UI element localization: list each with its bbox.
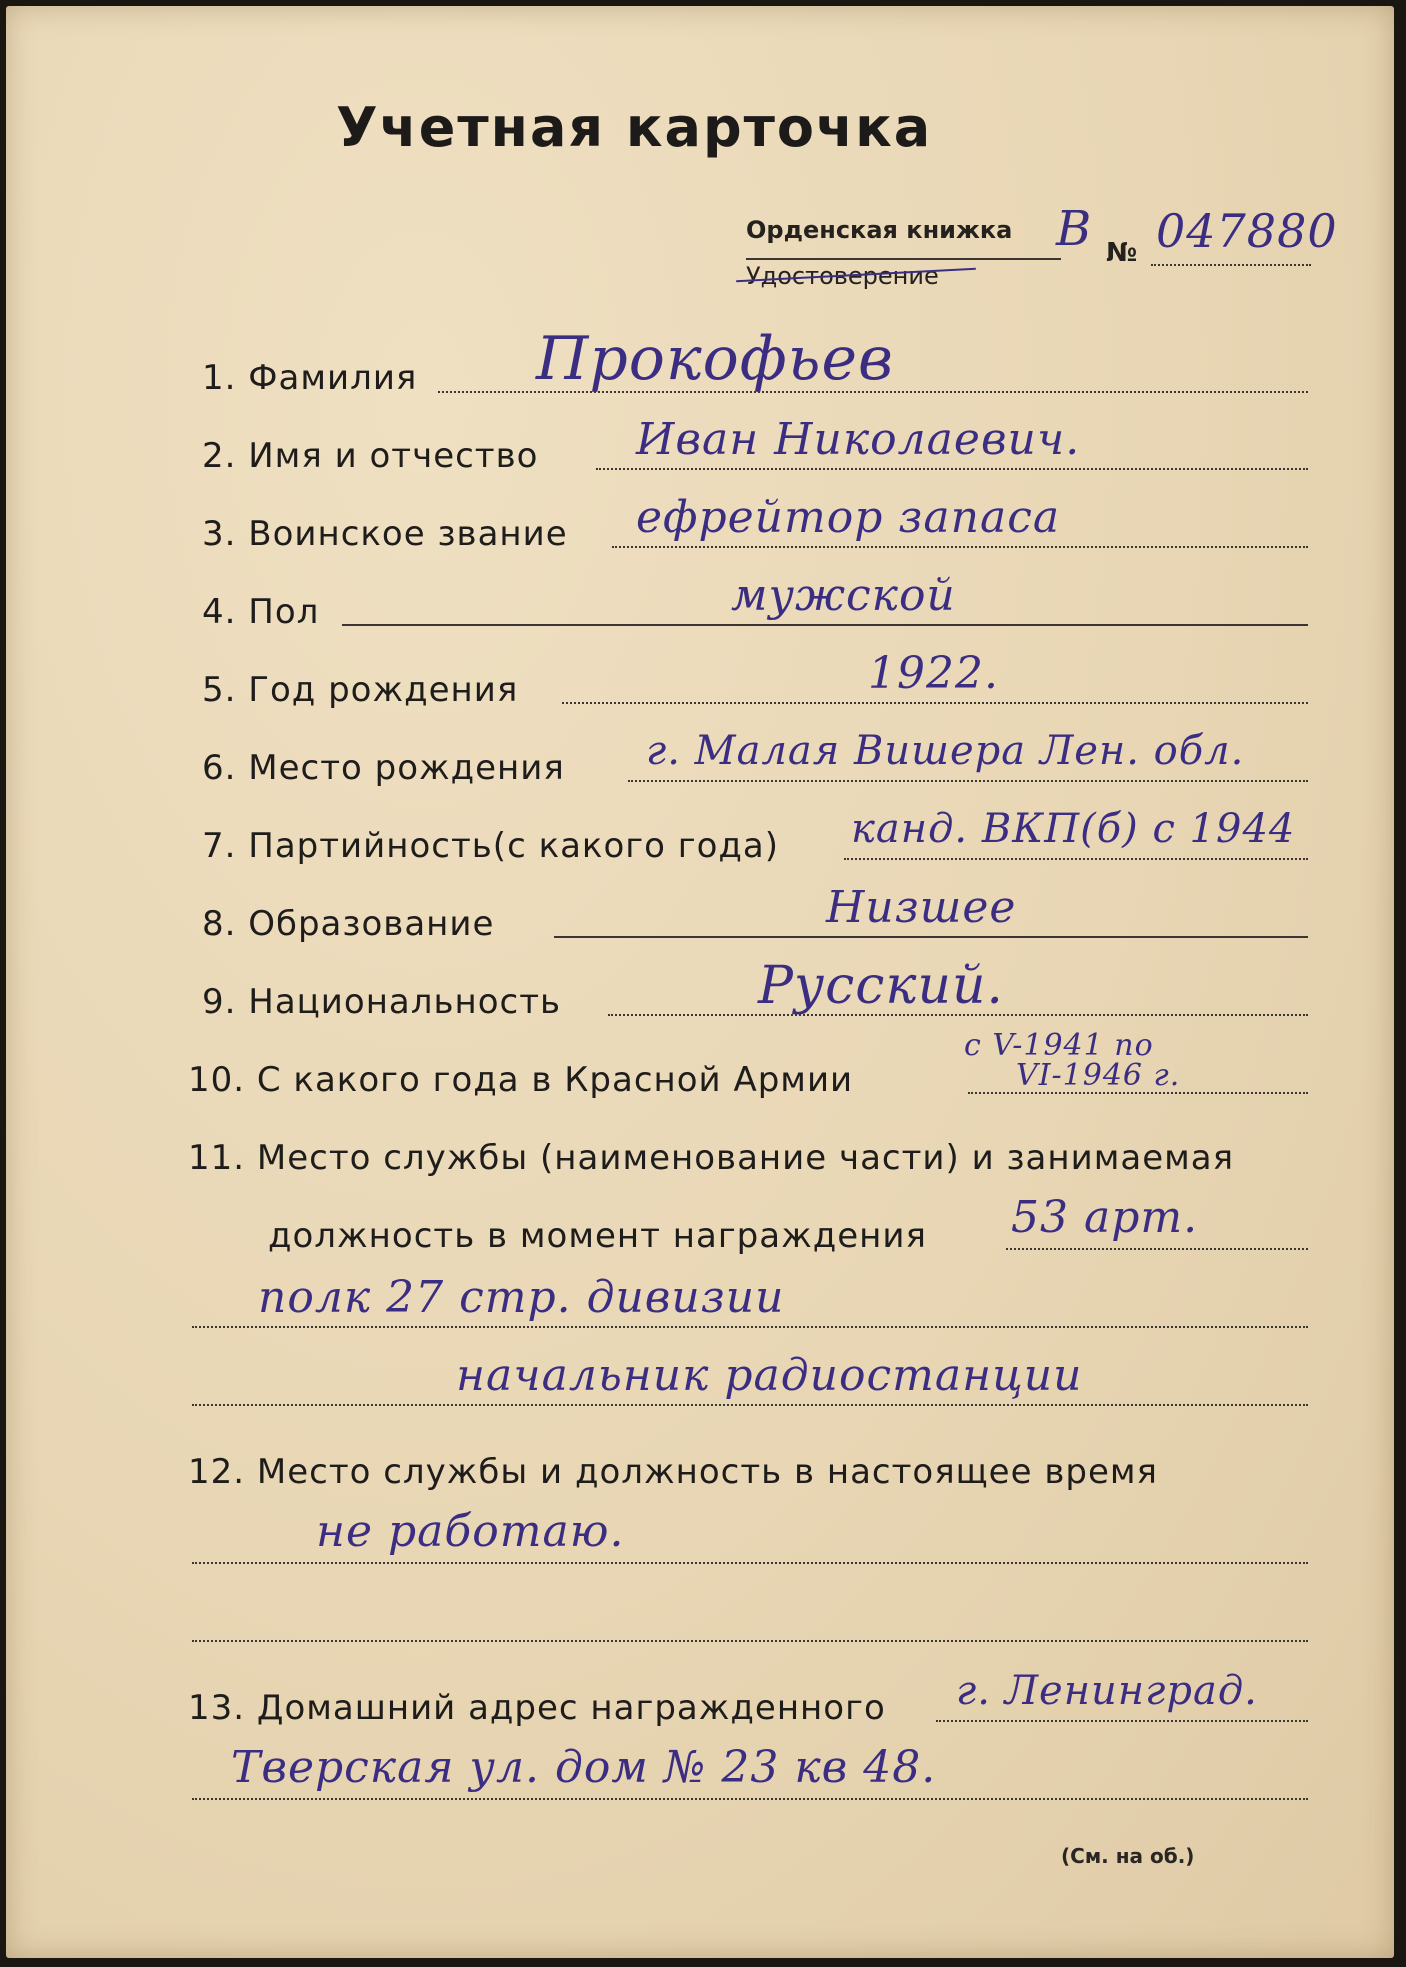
order-book-label: Орденская книжка xyxy=(746,216,1013,244)
field-surname-value: Прокофьев xyxy=(536,324,894,394)
field-party-label: 7. Партийность(с какого года) xyxy=(202,826,780,866)
field-birth-year-label: 5. Год рождения xyxy=(202,670,519,710)
field-name-value: Иван Николаевич. xyxy=(636,414,1081,465)
field-surname-label: 1. Фамилия xyxy=(202,358,418,398)
field-current-position-value: не работаю. xyxy=(316,1506,625,1557)
field-education-label: 8. Образование xyxy=(202,904,495,944)
field-service-place-line-3 xyxy=(192,1404,1308,1406)
field-current-position-label: 12. Место службы и должность в настоящее время xyxy=(188,1452,1158,1492)
field-current-position-line-2 xyxy=(192,1640,1308,1642)
field-sex-label: 4. Пол xyxy=(202,592,320,632)
order-book-underline xyxy=(746,258,1061,260)
field-service-place-value-1: 53 арт. xyxy=(1011,1192,1199,1243)
field-education-value: Низшее xyxy=(826,882,1017,933)
footer-note: (См. на об.) xyxy=(1061,1844,1195,1868)
field-birthplace-label: 6. Место рождения xyxy=(202,748,565,788)
field-service-place-value-3: начальник радиостанции xyxy=(456,1350,1083,1401)
field-nationality-value: Русский. xyxy=(758,956,1004,1016)
number-handwritten: 047880 xyxy=(1156,204,1338,258)
field-home-address-value-1: г. Ленинград. xyxy=(956,1668,1258,1714)
number-underline xyxy=(1151,264,1311,266)
field-birth-year-line xyxy=(562,702,1308,704)
field-home-address-label: 13. Домашний адрес награжденного xyxy=(188,1688,886,1728)
field-rank-value: ефрейтор запаса xyxy=(636,492,1061,543)
field-education-line xyxy=(554,936,1308,938)
field-home-address-line-1 xyxy=(936,1720,1308,1722)
certificate-label: Удостоверение xyxy=(746,262,939,290)
field-army-since-label: 10. С какого года в Красной Армии xyxy=(188,1060,854,1100)
field-army-since-value-2: VI-1946 г. xyxy=(1016,1058,1181,1093)
field-name-line xyxy=(596,468,1308,470)
field-rank-label: 3. Воинское звание xyxy=(202,514,568,554)
field-name-label: 2. Имя и отчество xyxy=(202,436,539,476)
field-service-place-line-1 xyxy=(1006,1248,1308,1250)
series-handwritten: В xyxy=(1056,201,1093,257)
card-title: Учетная карточка xyxy=(336,96,933,159)
registration-card xyxy=(6,6,1394,1958)
field-rank-line xyxy=(612,546,1308,548)
field-service-place-label-2: должность в момент награждения xyxy=(268,1216,927,1256)
field-nationality-label: 9. Национальность xyxy=(202,982,562,1022)
field-army-since-value-1: с V-1941 по xyxy=(964,1028,1154,1063)
field-birth-year-value: 1922. xyxy=(868,648,999,699)
field-birthplace-line xyxy=(628,780,1308,782)
field-current-position-line-1 xyxy=(192,1562,1308,1564)
field-party-line xyxy=(844,858,1308,860)
field-service-place-line-2 xyxy=(192,1326,1308,1328)
field-home-address-value-2: Тверская ул. дом № 23 кв 48. xyxy=(231,1742,937,1793)
field-service-place-value-2: полк 27 стр. дивизии xyxy=(258,1272,785,1323)
field-home-address-line-2 xyxy=(192,1798,1308,1800)
number-sign: № xyxy=(1106,238,1138,268)
field-sex-line xyxy=(342,624,1308,626)
field-service-place-label-1: 11. Место службы (наименование части) и занимаемая xyxy=(188,1138,1235,1178)
field-party-value: канд. ВКП(б) с 1944 xyxy=(851,806,1296,852)
field-birthplace-value: г. Малая Вишера Лен. обл. xyxy=(646,728,1245,774)
field-sex-value: мужской xyxy=(731,570,956,621)
